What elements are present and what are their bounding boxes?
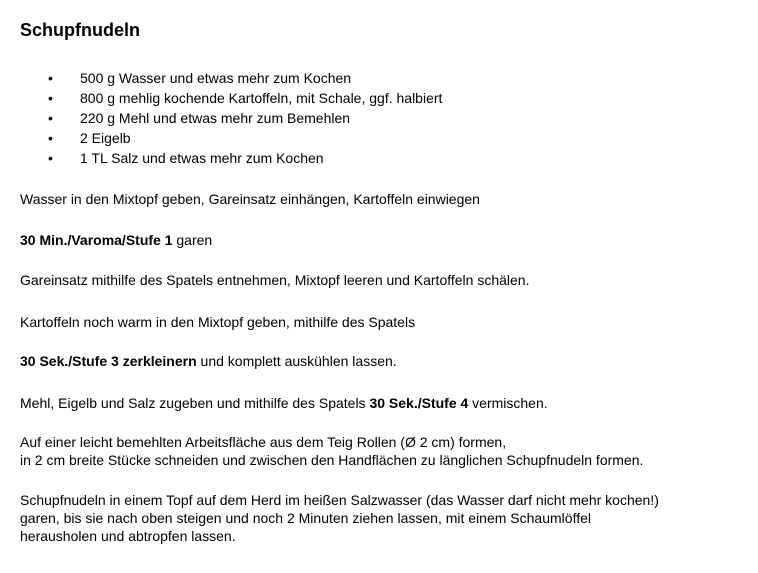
step-5: 30 Sek./Stufe 3 zerkleinern und komplett auskühlen lassen. (20, 353, 397, 369)
bullet-icon: • (48, 150, 53, 166)
step-3: Gareinsatz mithilfe des Spatels entnehmen, Mixtopf leeren und Kartoffeln schälen. (20, 272, 530, 288)
ingredient-list (20, 68, 442, 168)
bullet-icon: • (48, 90, 53, 106)
step-8: Schupfnudeln in einem Topf auf dem Herd im heißen Salzwasser (das Wasser darf nicht mehr kochen!) garen, bis sie nach oben steigen und noch 2 Minuten ziehen lassen, mit einem Schaumlöffel herausholen und abtropfen lassen. (20, 492, 659, 544)
step-4: Kartoffeln noch warm in den Mixtopf geben, mithilfe des Spatels (20, 314, 416, 330)
step-6: Mehl, Eigelb und Salz zugeben und mithilfe des Spatels 30 Sek./Stufe 4 vermischen. (20, 395, 548, 411)
ingredient-item: • 220 g Mehl und etwas mehr zum Bemehlen (48, 110, 351, 126)
step-1: Wasser in den Mixtopf geben, Gareinsatz einhängen, Kartoffeln einwiegen (20, 191, 480, 207)
ingredient-item: • 1 TL Salz und etwas mehr zum Kochen (48, 150, 324, 166)
ingredient-item: • 2 Eigelb (48, 130, 131, 146)
ingredient-item: • 500 g Wasser und etwas mehr zum Kochen (48, 70, 352, 86)
bullet-icon: • (48, 70, 53, 86)
bullet-icon: • (48, 130, 53, 146)
step-7: Auf einer leicht bemehlten Arbeitsfläche aus dem Teig Rollen (Ø 2 cm) formen, in 2 cm breite Stücke schneiden und zwischen den Handflächen zu länglichen Schupfnudeln formen. (20, 434, 644, 468)
ingredient-item: • 800 g mehlig kochende Kartoffeln, mit Schale, ggf. halbiert (48, 90, 443, 106)
step-2: 30 Min./Varoma/Stufe 1 garen (20, 232, 213, 248)
recipe-title: Schupfnudeln (20, 20, 140, 40)
bullet-icon: • (48, 110, 53, 126)
